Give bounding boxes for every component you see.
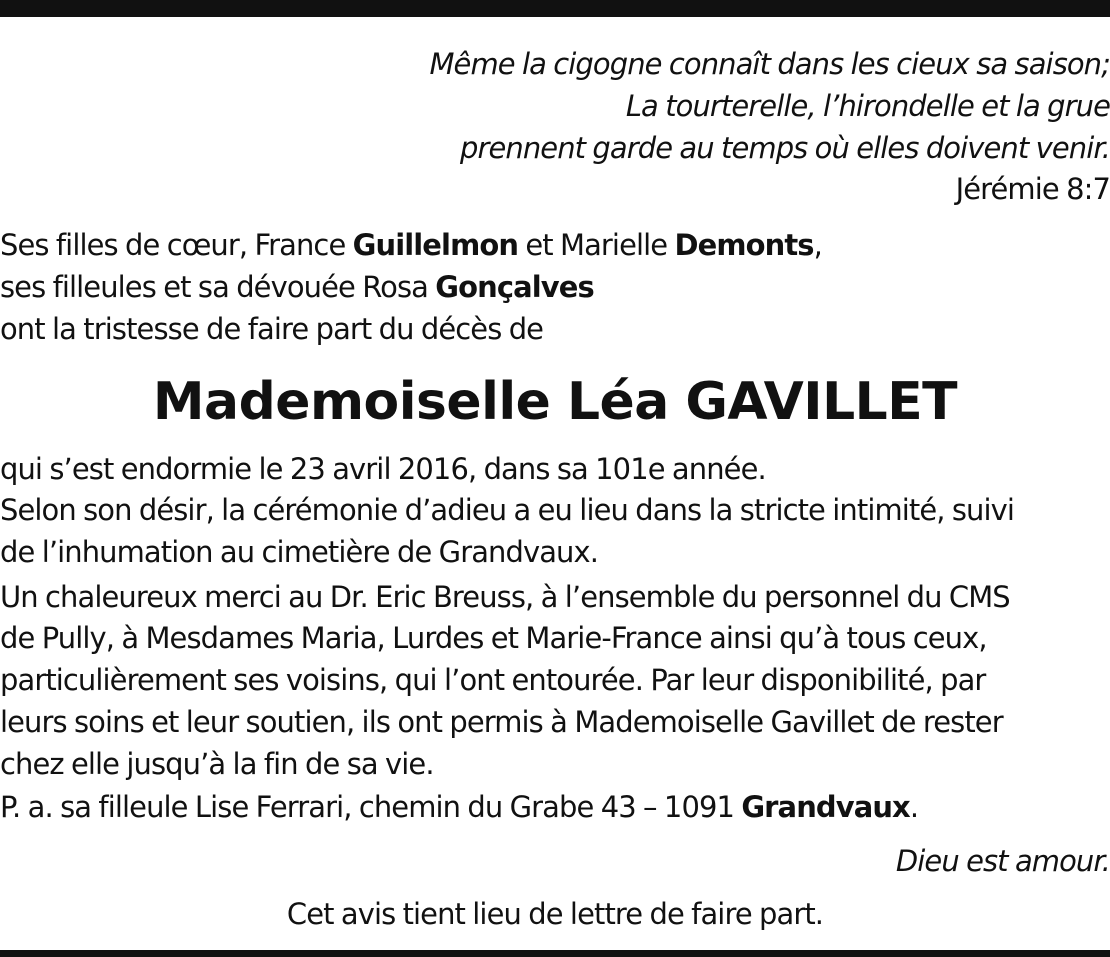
postal-address-text: . (909, 790, 919, 824)
postal-address-text: P. a. sa filleule Lise Ferrari, chemin du Grabe 43 – 1091 (0, 790, 742, 824)
body-line-5: de Pully, à Mesdames Maria, Lurdes et Marie-France ainsi qu’à tous ceux, (0, 621, 987, 655)
postal-address-line (0, 789, 1108, 825)
epigraph-reference: Jérémie 8:7 (955, 172, 1110, 206)
body-line-3: de l’inhumation au cimetière de Grandvaux. (0, 535, 599, 569)
body-line-8: chez elle jusqu’à la fin de sa vie. (0, 747, 434, 781)
body-line-2: Selon son désir, la cérémonie d’adieu a eu lieu dans la stricte intimité, suivi (0, 493, 1015, 527)
announcers-text: Ses filles de cœur, France (0, 228, 353, 262)
announcer-surname: Guillelmon (352, 228, 519, 262)
announcer-surname: Gonçalves (435, 270, 594, 304)
epigraph-line-1: Même la cigogne connaît dans les cieux sa saison; (429, 47, 1110, 81)
announcer-surname: Demonts (674, 228, 814, 262)
body-line-1: qui s’est endormie le 23 avril 2016, dans sa 101e année. (0, 452, 766, 486)
body-line-7: leurs soins et leur soutien, ils ont permis à Mademoiselle Gavillet de rester (0, 705, 1003, 739)
announcers-text: ses filleules et sa dévouée Rosa (0, 270, 436, 304)
announcers-line-1 (0, 227, 1108, 263)
announcers-line-2 (0, 269, 1108, 305)
epigraph-line-3: prennent garde au temps où elles doivent venir. (460, 131, 1110, 165)
closing-motto: Dieu est amour. (895, 844, 1110, 878)
epigraph-line-2: La tourterelle, l’hirondelle et la grue (625, 89, 1110, 123)
announcers-line-3: ont la tristesse de faire part du décès de (0, 312, 544, 346)
announcers-text: , (813, 228, 822, 262)
body-line-6: particulièrement ses voisins, qui l’ont entourée. Par leur disponibilité, par (0, 663, 986, 697)
top-rule (0, 0, 1110, 17)
closing-note: Cet avis tient lieu de lettre de faire part. (286, 897, 824, 931)
bottom-rule (0, 950, 1110, 957)
postal-address-place: Grandvaux (741, 790, 910, 824)
deceased-name: Mademoiselle Léa GAVILLET (152, 372, 958, 432)
announcers-text: et Marielle (518, 228, 675, 262)
body-line-4: Un chaleureux merci au Dr. Eric Breuss, à l’ensemble du personnel du CMS (0, 580, 1010, 614)
